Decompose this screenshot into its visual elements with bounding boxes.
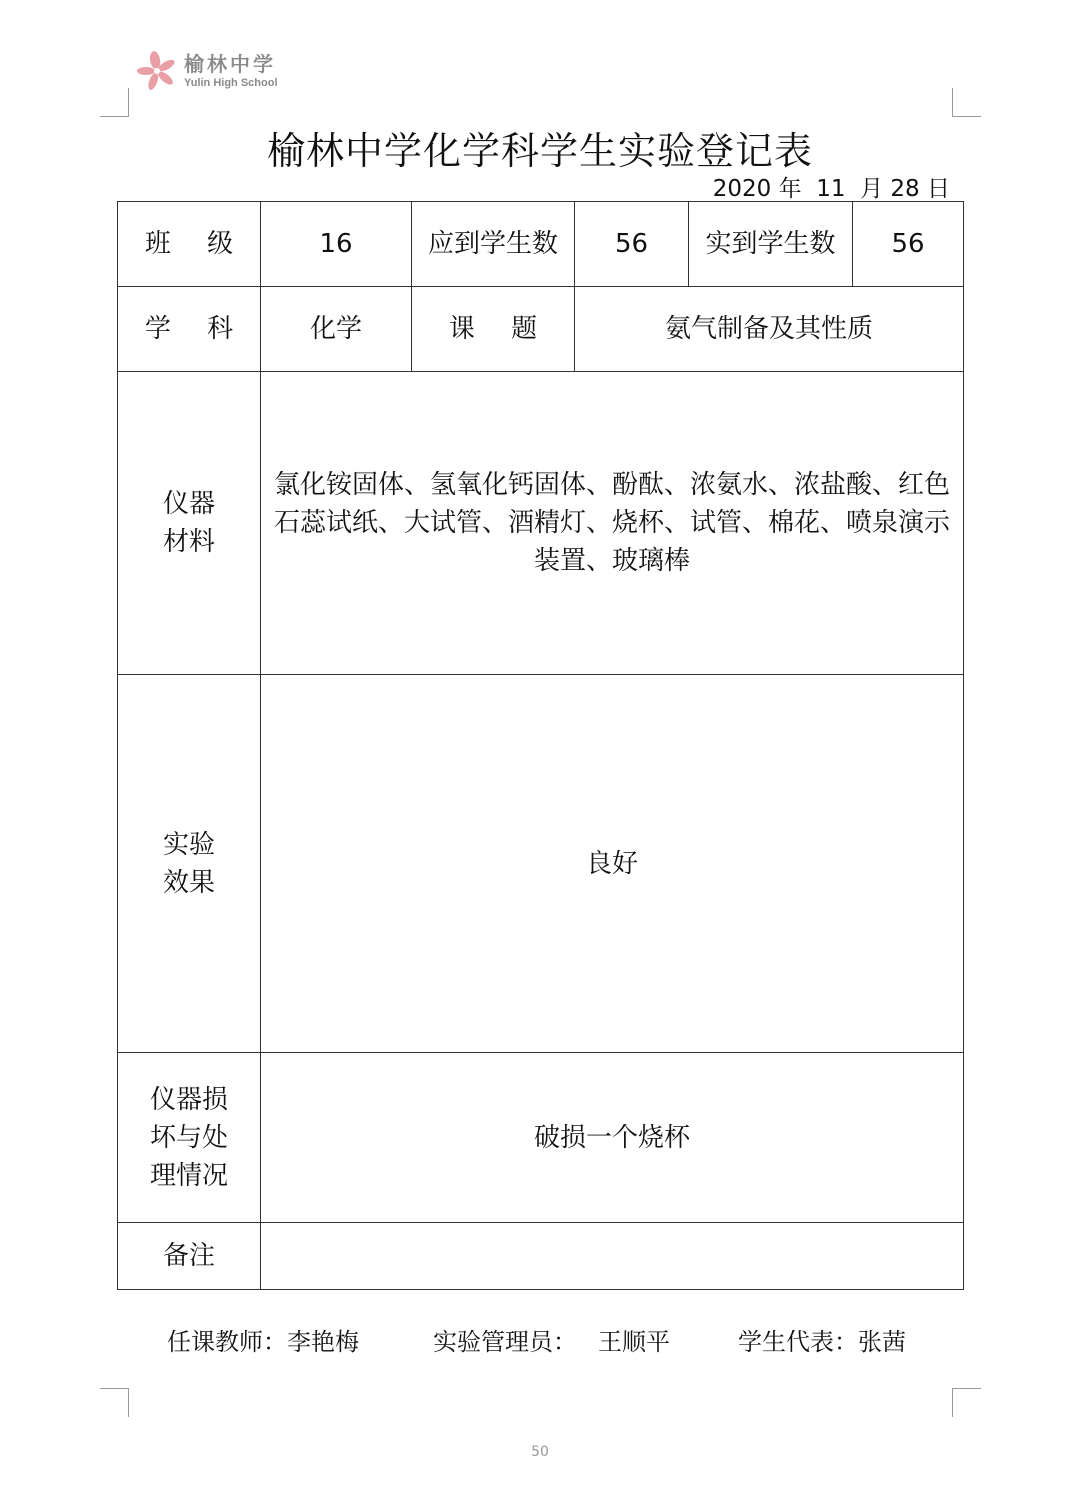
school-logo (136, 50, 278, 92)
materials-label (118, 372, 261, 675)
topic-value: 氨气制备及其性质 (575, 287, 964, 372)
materials-label-line1: 仪器 (162, 489, 215, 519)
crop-mark-top-left (100, 88, 129, 117)
logo-english-name: Yulin High School (184, 76, 278, 89)
student-representative: 学生代表：张茜 (738, 1328, 906, 1356)
teacher-signature: 任课教师：李艳梅 (167, 1328, 359, 1356)
document-date (713, 170, 950, 203)
admin-signature-name: 王顺平 (598, 1328, 670, 1356)
class-value: 16 (261, 202, 412, 287)
effect-label (118, 675, 261, 1053)
subject-value: 化学 (261, 287, 412, 372)
date-month: 11 (816, 176, 846, 202)
table-row-subject-info (118, 287, 964, 372)
crop-mark-bottom-right (952, 1388, 981, 1417)
date-day: 28 (890, 176, 920, 202)
materials-label-line2: 材料 (162, 527, 215, 557)
table-row-remarks (118, 1223, 964, 1290)
damage-label-line2: 坏与处 (149, 1122, 228, 1153)
page-number: 50 (531, 1444, 549, 1460)
crop-mark-top-right (952, 88, 981, 117)
subject-label: 学 科 (118, 287, 261, 372)
effect-value: 良好 (261, 675, 964, 1053)
expected-students-value: 56 (575, 202, 689, 287)
class-label: 班 级 (118, 202, 261, 287)
remarks-label: 备注 (118, 1223, 261, 1290)
admin-signature-label: 实验管理员： (433, 1328, 577, 1356)
damage-label-line1: 仪器损 (149, 1084, 228, 1115)
remarks-value (261, 1223, 964, 1290)
document-title: 榆林中学化学科学生实验登记表 (266, 129, 813, 173)
date-year: 2020 (712, 176, 772, 202)
date-year-unit: 年 (778, 176, 802, 202)
table-row-effect (118, 675, 964, 1053)
damage-label (118, 1053, 261, 1223)
effect-label-line1: 实验 (162, 829, 215, 860)
actual-students-label: 实到学生数 (689, 202, 853, 287)
actual-students-value: 56 (853, 202, 964, 287)
date-day-unit: 日 (927, 176, 950, 202)
materials-value: 氯化铵固体、氢氧化钙固体、酚酞、浓氨水、浓盐酸、红色石蕊试纸、大试管、酒精灯、烧杯、试管、棉花、喷泉演示装置、玻璃棒 (261, 372, 964, 675)
flower-logo-icon (136, 50, 178, 92)
logo-chinese-name: 榆林中学 (184, 51, 276, 76)
table-row-materials (118, 372, 964, 675)
effect-label-line2: 效果 (162, 867, 215, 898)
table-row-damage (118, 1053, 964, 1223)
topic-label: 课 题 (412, 287, 575, 372)
crop-mark-bottom-left (100, 1388, 129, 1417)
table-row-class-info (118, 202, 964, 287)
registration-table (117, 201, 964, 1290)
date-month-unit: 月 (860, 176, 884, 202)
damage-label-line3: 理情况 (149, 1160, 228, 1191)
damage-value: 破损一个烧杯 (261, 1053, 964, 1223)
expected-students-label: 应到学生数 (412, 202, 575, 287)
